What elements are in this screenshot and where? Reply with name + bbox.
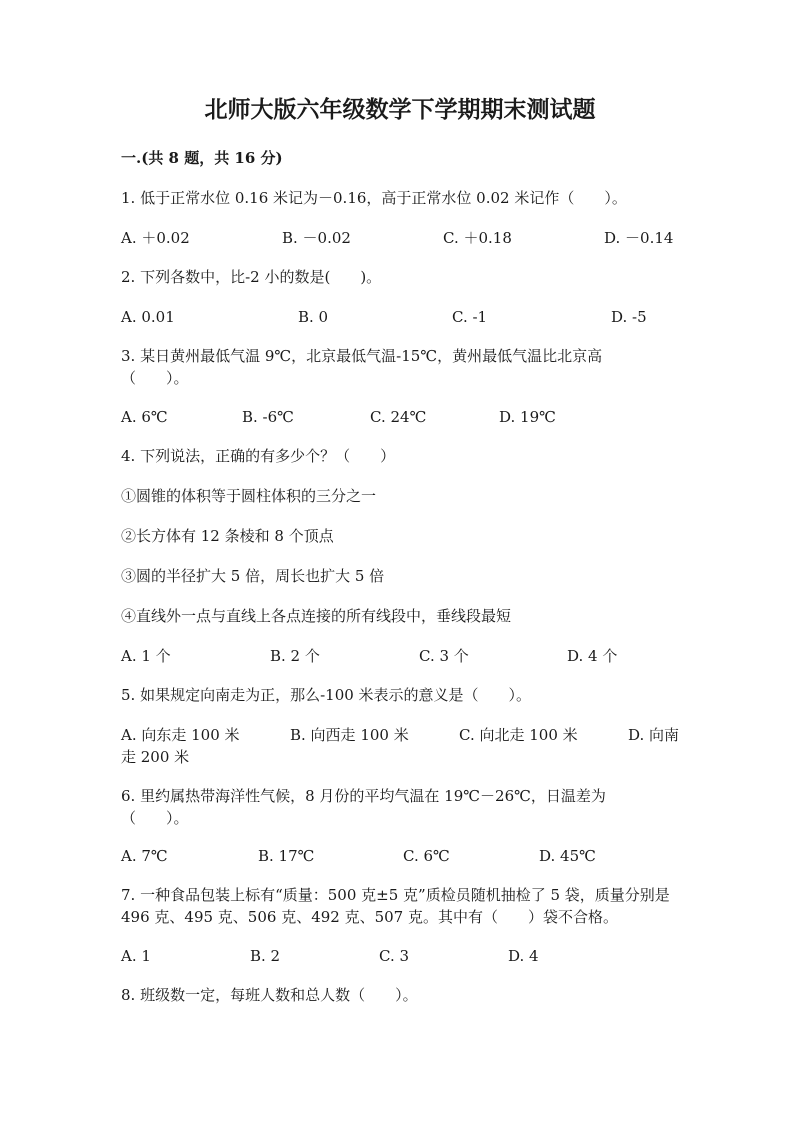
q4-statement-3: ③圆的半径扩大 5 倍，周长也扩大 5 倍 (121, 567, 385, 585)
question-2-stem: 2. 下列各数中，比-2 小的数是( )。 (121, 268, 382, 286)
q5-option-d: D. 向南走 200 米 (121, 726, 680, 766)
q3-option-c: C. 24℃ (370, 408, 427, 426)
q3-option-d: D. 19℃ (499, 408, 556, 426)
q6-option-d: D. 45℃ (539, 847, 596, 865)
question-8-stem: 8. 班级数一定，每班人数和总人数（ ）。 (121, 986, 418, 1004)
q7-option-b: B. 2 (250, 947, 281, 965)
q6-option-c: C. 6℃ (403, 847, 450, 865)
q3-option-b: B. -6℃ (242, 408, 294, 426)
question-7-stem: 7. 一种食品包装上标有“质量：500 克±5 克”质检员随机抽检了 5 袋，质量分别是 496 克、495 克、506 克、492 克、507 克。其中有（ ）袋不合格。 (121, 886, 670, 926)
q2-option-a: A. 0.01 (121, 308, 175, 326)
q4-statement-2: ②长方体有 12 条棱和 8 个顶点 (121, 527, 334, 545)
question-4-stem: 4. 下列说法，正确的有多少个？（ ） (121, 447, 396, 465)
q5-option-b: B. 向西走 100 米 (290, 726, 409, 744)
q7-option-a: A. 1 (121, 947, 151, 965)
q5-option-a: A. 向东走 100 米 (121, 726, 240, 744)
q2-option-c: C. -1 (452, 308, 488, 326)
q1-option-a: A. ＋0.02 (121, 229, 190, 247)
q1-option-d: D. －0.14 (604, 229, 674, 247)
question-5-stem: 5. 如果规定向南走为正，那么-100 米表示的意义是（ ）。 (121, 686, 532, 704)
q4-statement-1: ①圆锥的体积等于圆柱体积的三分之一 (121, 487, 377, 505)
q4-statement-4: ④直线外一点与直线上各点连接的所有线段中，垂线段最短 (121, 607, 512, 625)
q6-option-a: A. 7℃ (121, 847, 168, 865)
q2-option-d: D. -5 (611, 308, 647, 326)
q7-option-c: C. 3 (379, 947, 410, 965)
q4-option-a: A. 1 个 (121, 647, 171, 665)
q2-option-b: B. 0 (298, 308, 329, 326)
question-6-stem: 6. 里约属热带海洋性气候，8 月份的平均气温在 19℃－26℃，日温差为（ ）。 (121, 787, 606, 827)
page-title: 北师大版六年级数学下学期期末测试题 (204, 96, 596, 123)
q3-option-a: A. 6℃ (121, 408, 168, 426)
q1-option-b: B. －0.02 (282, 229, 351, 247)
q7-option-d: D. 4 (508, 947, 539, 965)
q1-option-c: C. ＋0.18 (443, 229, 512, 247)
q5-option-c: C. 向北走 100 米 (459, 726, 578, 744)
question-3-stem: 3. 某日黄州最低气温 9℃，北京最低气温-15℃，黄州最低气温比北京高（ ）。 (121, 347, 603, 387)
q4-option-d: D. 4 个 (567, 647, 618, 665)
q6-option-b: B. 17℃ (258, 847, 315, 865)
question-1-stem: 1. 低于正常水位 0.16 米记为－0.16，高于正常水位 0.02 米记作（ ）。 (121, 189, 627, 207)
q4-option-c: C. 3 个 (419, 647, 469, 665)
q4-option-b: B. 2 个 (270, 647, 320, 665)
section-heading: 一.(共 8 题，共 16 分) (121, 149, 283, 167)
